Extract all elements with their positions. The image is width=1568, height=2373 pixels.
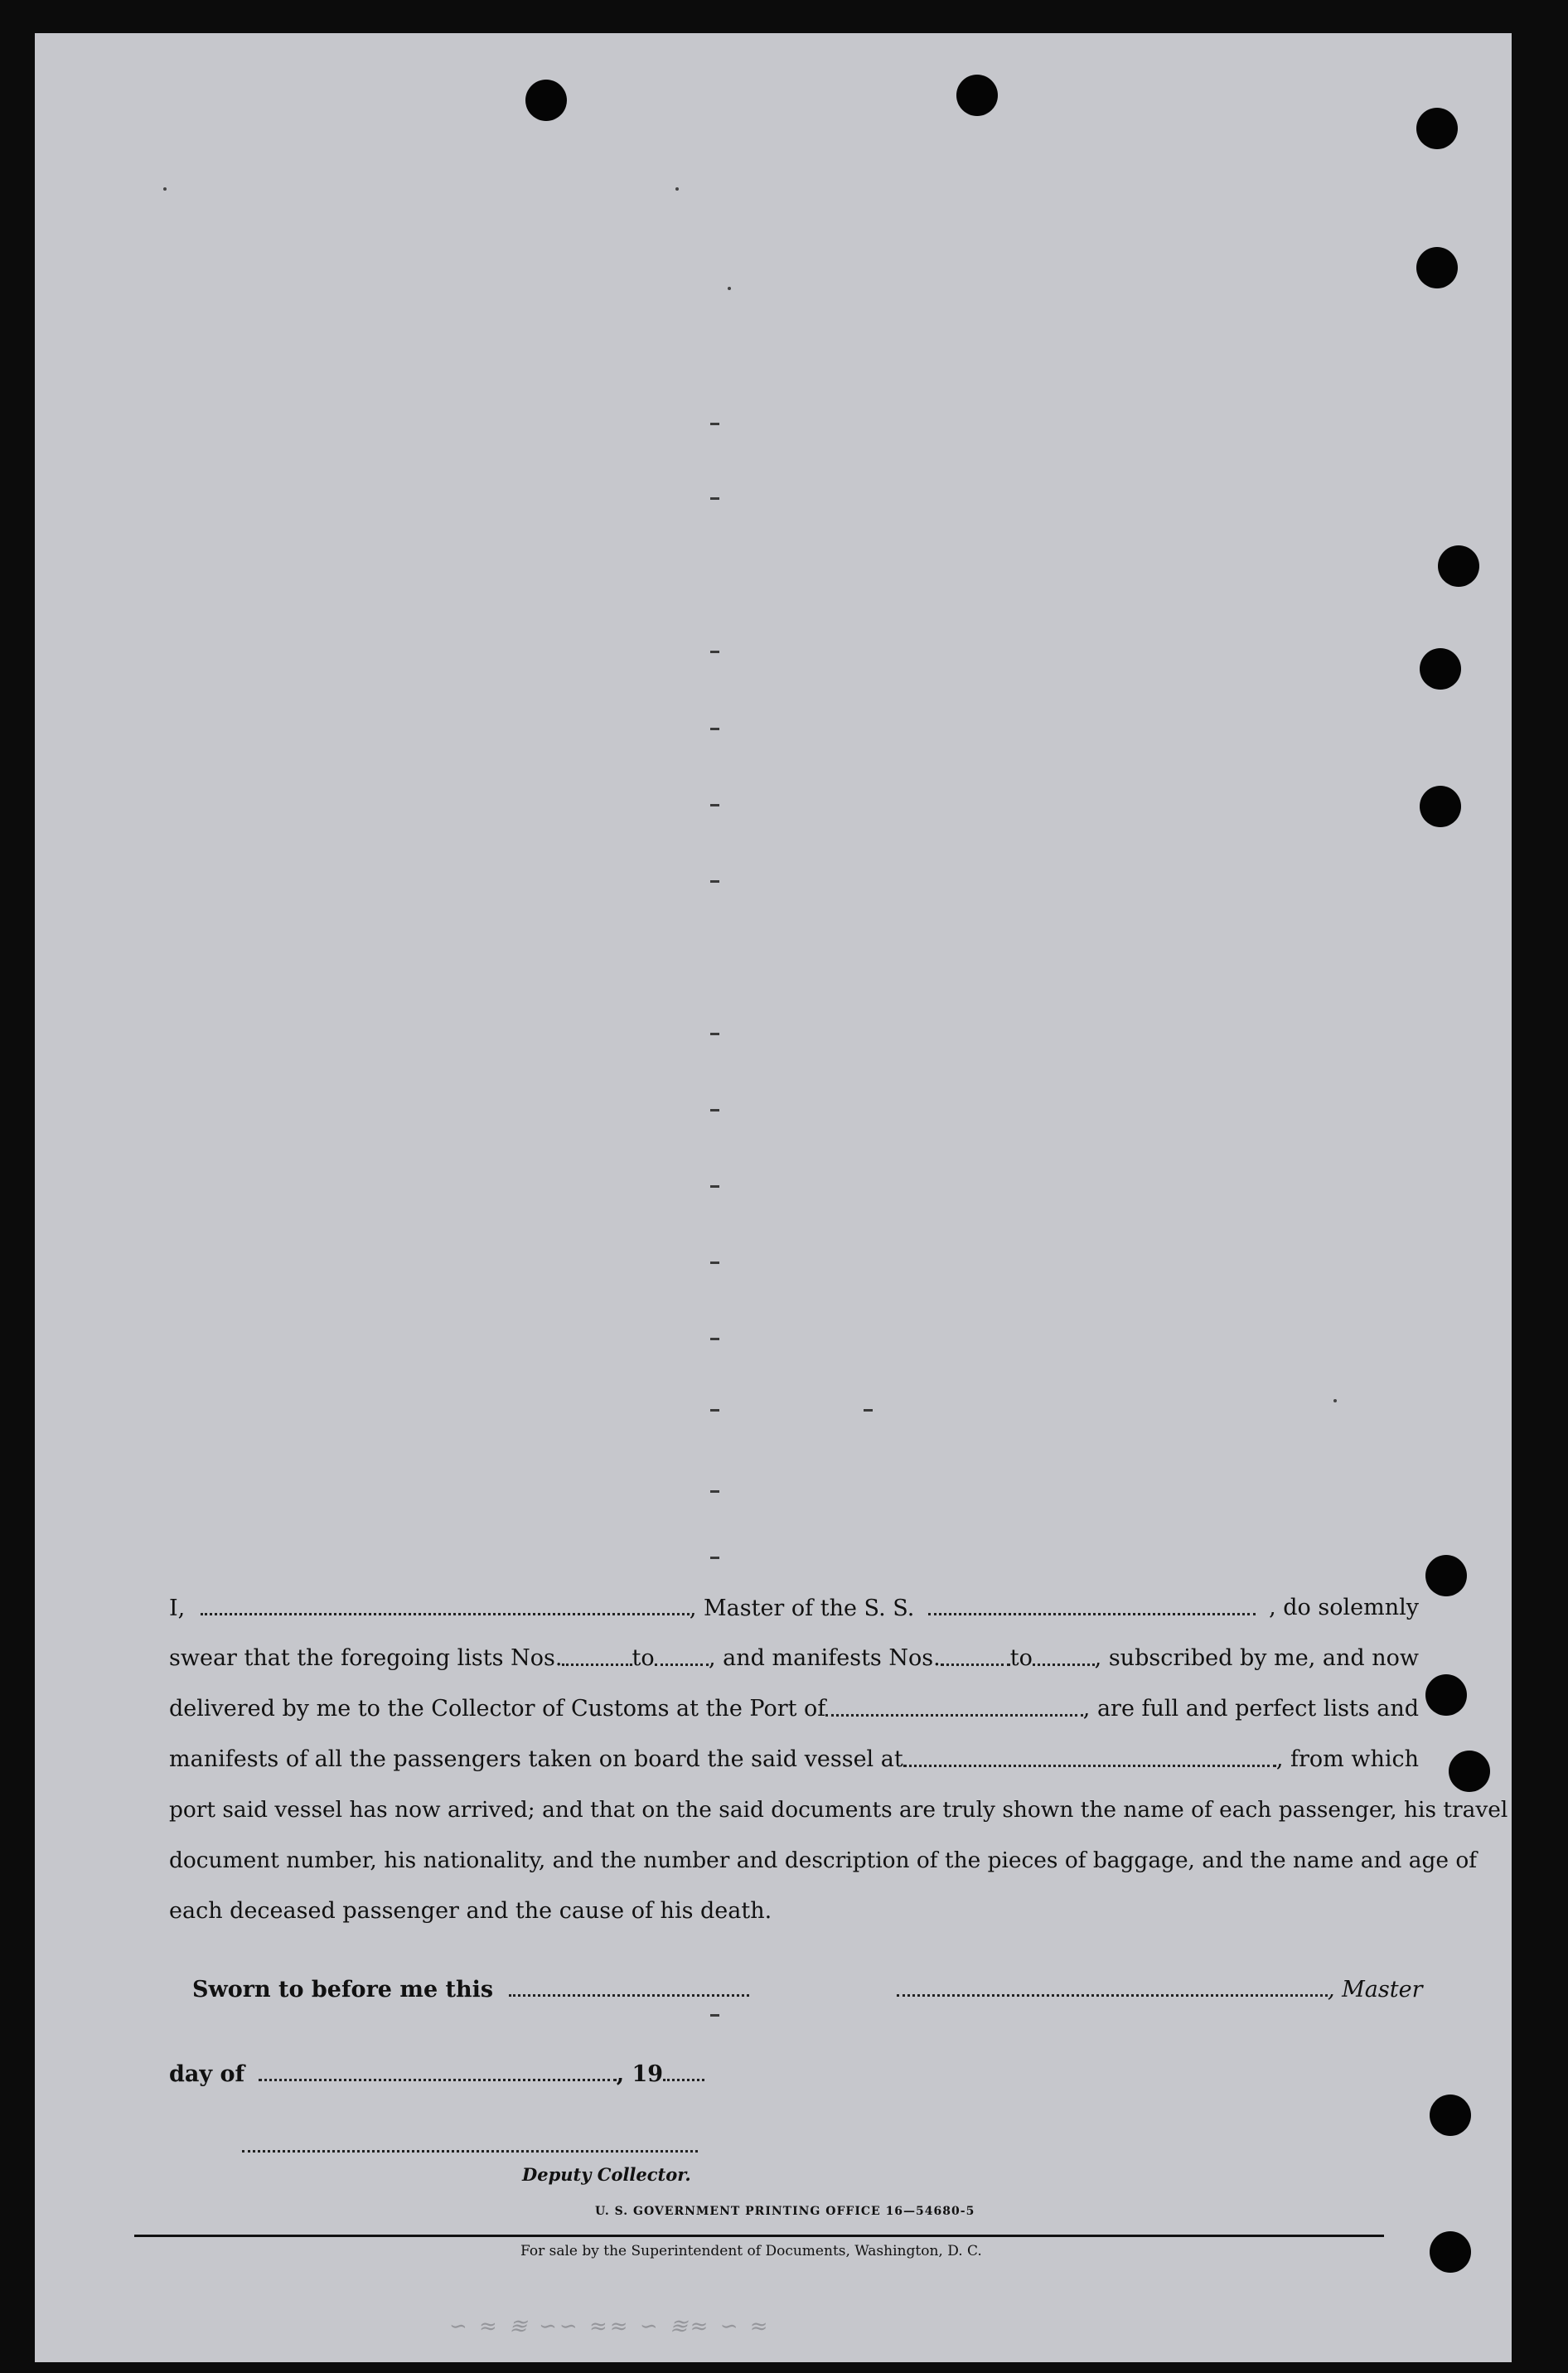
speck [163,187,167,191]
column-tick [710,1033,719,1035]
oath-line-7 [169,1895,772,1928]
speck [728,287,731,290]
punch-hole [1438,545,1479,587]
speck [675,187,679,191]
column-tick [710,728,719,730]
deputy-signature-line [242,2128,698,2162]
faded-stamp: ∽ ≈ ≋ ∽∽ ≈≈ ∽ ≋≈ ∽ ≈ [449,2314,771,2339]
oath-text: , Master of the S. S. [689,1596,915,1621]
column-tick [710,497,719,500]
oath-line-2 [169,1642,1419,1675]
departure-port-field[interactable] [903,1743,1276,1767]
punch-hole [1449,1751,1490,1792]
oath-text: port said vessel has now arrived; and that on the said documents are truly shown the name of each passenger, his travel [169,1797,1508,1823]
punch-hole [1416,108,1458,149]
manifest-to-field[interactable] [1033,1642,1095,1666]
oath-text: delivered by me to the Collector of Customs at the Port of [169,1696,826,1722]
column-tick [710,651,719,653]
deputy-collector-label: Deputy Collector. [522,2164,691,2185]
oath-text: , and manifests Nos. [709,1645,941,1671]
punch-hole [956,75,998,116]
oath-line-1 [169,1591,1419,1625]
master-signature-line [897,1973,1423,2006]
oath-text: to [1009,1645,1033,1671]
oath-line-6 [169,1844,1477,1877]
footer-rule [134,2235,1384,2237]
list-from-field[interactable] [562,1642,632,1666]
list-to-field[interactable] [655,1642,709,1666]
punch-hole [1416,247,1458,288]
oath-line-5 [169,1794,1508,1827]
punch-hole [1425,1555,1467,1596]
punch-hole [1430,2095,1471,2136]
sale-notice: For sale by the Superintendent of Documents, Washington, D. C. [520,2243,982,2259]
printer-imprint: U. S. GOVERNMENT PRINTING OFFICE 16—54680-5 [595,2205,975,2218]
column-tick [710,1409,719,1412]
year-field[interactable] [663,2057,704,2081]
vessel-name-field[interactable] [928,1591,1256,1615]
column-tick [710,1490,719,1493]
punch-hole [525,80,567,121]
column-tick [710,1109,719,1111]
form-sheet [35,33,1512,2362]
sworn-date-field[interactable] [509,1973,749,1997]
oath-text: manifests of all the passengers taken on board the said vessel at [169,1746,903,1772]
oath-text: document number, his nationality, and the number and description of the pieces of baggage, and the name and age of [169,1848,1478,1873]
master-signature-field[interactable] [897,1973,1328,1997]
column-tick [710,2014,719,2017]
year-prefix: , 19 [616,2061,664,2087]
oath-line-3 [169,1693,1419,1726]
column-tick [710,1338,719,1340]
column-tick [710,1185,719,1188]
column-tick [864,1409,873,1412]
sworn-label: Sworn to before me this [192,1977,494,2003]
sworn-line [192,1973,749,2006]
punch-hole [1425,1674,1467,1716]
column-tick [710,1262,719,1264]
oath-text: to [632,1645,655,1671]
oath-text: , subscribed by me, and now [1094,1645,1419,1671]
oath-text: each deceased passenger and the cause of his death. [169,1898,772,1924]
oath-text: , do solemnly [1269,1595,1419,1620]
month-field[interactable] [259,2057,617,2081]
day-of-line [169,2057,704,2090]
day-of-label: day of [169,2061,245,2087]
oath-text: , from which [1275,1746,1419,1772]
punch-hole [1430,2231,1471,2273]
column-tick [710,1557,719,1559]
punch-hole [1420,786,1461,827]
oath-text: I, [169,1596,186,1621]
oath-line-4 [169,1743,1419,1776]
punch-hole [1420,648,1461,690]
master-label: , Master [1328,1977,1423,2003]
oath-text: , are full and perfect lists and [1082,1696,1419,1722]
deputy-label-line [522,2158,691,2191]
column-tick [710,804,719,806]
manifest-from-field[interactable] [941,1642,1010,1666]
oath-text: swear that the foregoing lists Nos. [169,1645,563,1671]
port-field[interactable] [825,1693,1083,1717]
speck [1333,1399,1337,1402]
deputy-signature-field[interactable] [242,2128,698,2153]
master-name-field[interactable] [201,1591,690,1615]
column-tick [710,423,719,425]
column-tick [710,880,719,883]
